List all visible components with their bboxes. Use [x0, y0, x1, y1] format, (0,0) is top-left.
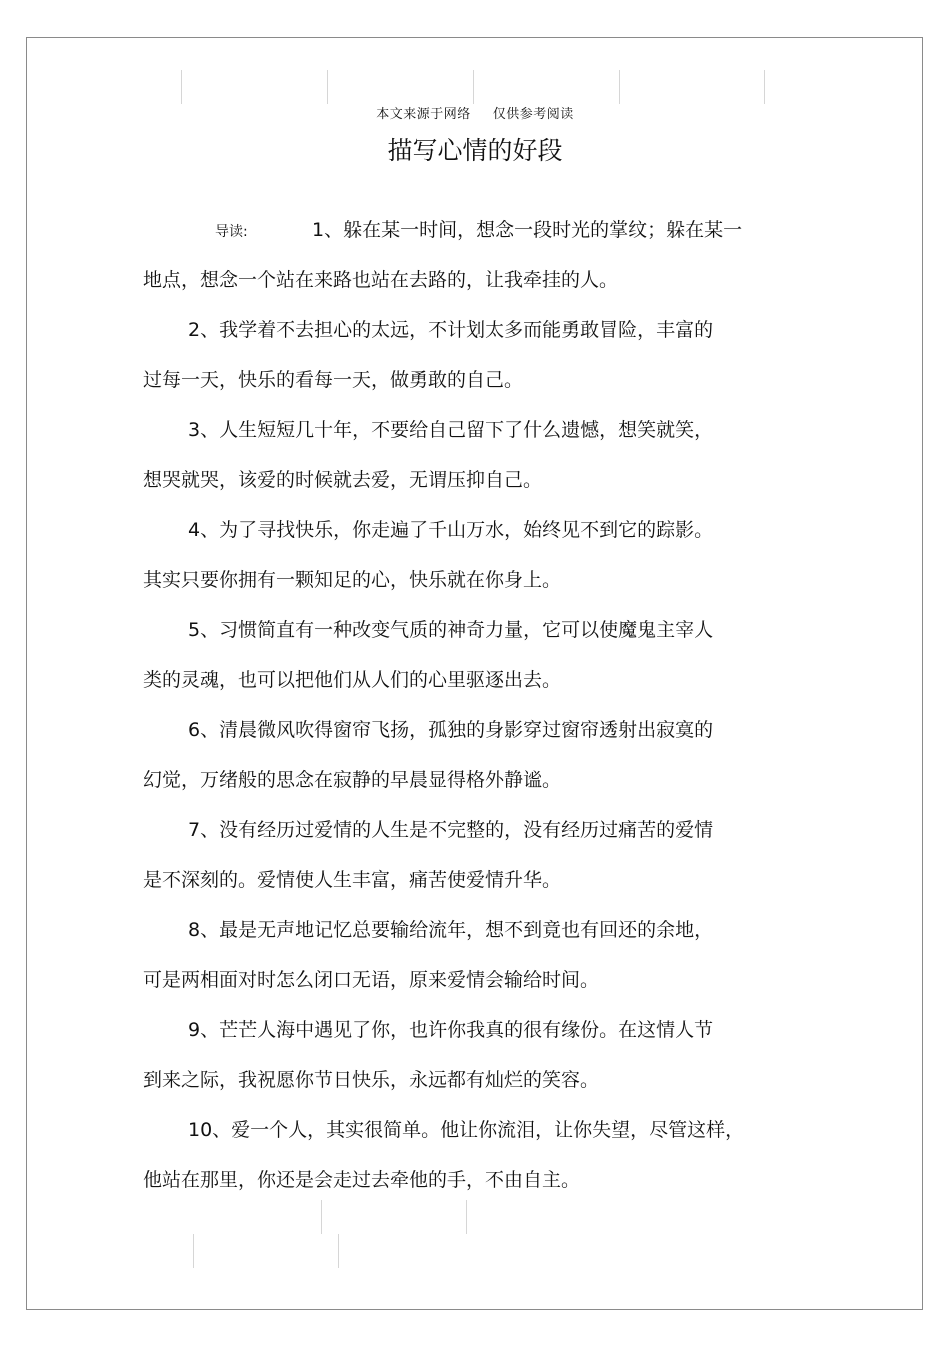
paragraph-line: 幻觉，万绪般的思念在寂静的早晨显得格外静谧。 — [143, 769, 562, 791]
source-note-left: 本文来源于网络 — [376, 107, 471, 122]
paragraph-line: 5、习惯简直有一种改变气质的神奇力量，它可以使魔鬼主宰人 — [188, 619, 714, 641]
paragraph-6 — [143, 705, 793, 805]
paragraph-line: 导读: 1、躲在某一时间，想念一段时光的掌纹；躲在某一 — [143, 205, 793, 255]
paragraph-7 — [143, 805, 793, 905]
paragraph-line: 9、芒芒人海中遇见了你，也许你我真的很有缘份。在这情人节 — [188, 1019, 714, 1041]
decorative-rule — [619, 70, 620, 104]
paragraph-line: 3、人生短短几十年，不要给自己留下了什么遗憾，想笑就笑， — [188, 419, 714, 441]
paragraph-1 — [143, 205, 793, 305]
paragraph-line: 到来之际，我祝愿你节日快乐，永远都有灿烂的笑容。 — [143, 1069, 600, 1091]
paragraph-9 — [143, 1005, 793, 1105]
paragraph-2 — [143, 305, 793, 405]
page-title: 描写心情的好段 — [387, 136, 563, 165]
paragraph-line: 地点，想念一个站在来路也站在去路的，让我牵挂的人。 — [143, 269, 619, 291]
paragraph-10 — [143, 1105, 793, 1205]
decorative-rule — [473, 70, 474, 104]
paragraph-line: 10、爱一个人，其实很简单。他让你流泪，让你失望，尽管这样， — [188, 1119, 745, 1141]
paragraph-line: 想哭就哭，该爱的时候就去爱，无谓压抑自己。 — [143, 469, 543, 491]
source-note — [0, 103, 950, 122]
paragraph-line: 7、没有经历过爱情的人生是不完整的，没有经历过痛苦的爱情 — [188, 819, 714, 841]
paragraph-line: 他站在那里，你还是会走过去牵他的手，不由自主。 — [143, 1169, 581, 1191]
source-note-right: 仅供参考阅读 — [492, 107, 574, 122]
paragraph-line: 过每一天，快乐的看每一天，做勇敢的自己。 — [143, 369, 524, 391]
paragraph-4 — [143, 505, 793, 605]
paragraph-line: 6、清晨微风吹得窗帘飞扬，孤独的身影穿过窗帘透射出寂寞的 — [188, 719, 714, 741]
paragraph-line: 是不深刻的。爱情使人生丰富，痛苦使爱情升华。 — [143, 869, 562, 891]
paragraph-line: 可是两相面对时怎么闭口无语，原来爱情会输给时间。 — [143, 969, 600, 991]
paragraph-8 — [143, 905, 793, 1005]
intro-label: 导读: — [215, 224, 248, 240]
document-body — [143, 205, 793, 1205]
decorative-rule — [764, 70, 765, 104]
paragraph-line: 类的灵魂，也可以把他们从人们的心里驱逐出去。 — [143, 669, 562, 691]
decorative-rule — [193, 1234, 194, 1268]
paragraph-line: 2、我学着不去担心的太远，不计划太多而能勇敢冒险，丰富的 — [188, 319, 714, 341]
paragraph-line: 其实只要你拥有一颗知足的心，快乐就在你身上。 — [143, 569, 562, 591]
paragraph-3 — [143, 405, 793, 505]
decorative-rule — [466, 1200, 467, 1234]
decorative-rule — [338, 1234, 339, 1268]
decorative-rule — [181, 70, 182, 104]
decorative-rule — [327, 70, 328, 104]
paragraph-5 — [143, 605, 793, 705]
decorative-rule — [321, 1200, 322, 1234]
paragraph-line: 4、为了寻找快乐，你走遍了千山万水，始终见不到它的踪影。 — [188, 519, 714, 541]
paragraph-line: 8、最是无声地记忆总要输给流年，想不到竟也有回还的余地， — [188, 919, 714, 941]
